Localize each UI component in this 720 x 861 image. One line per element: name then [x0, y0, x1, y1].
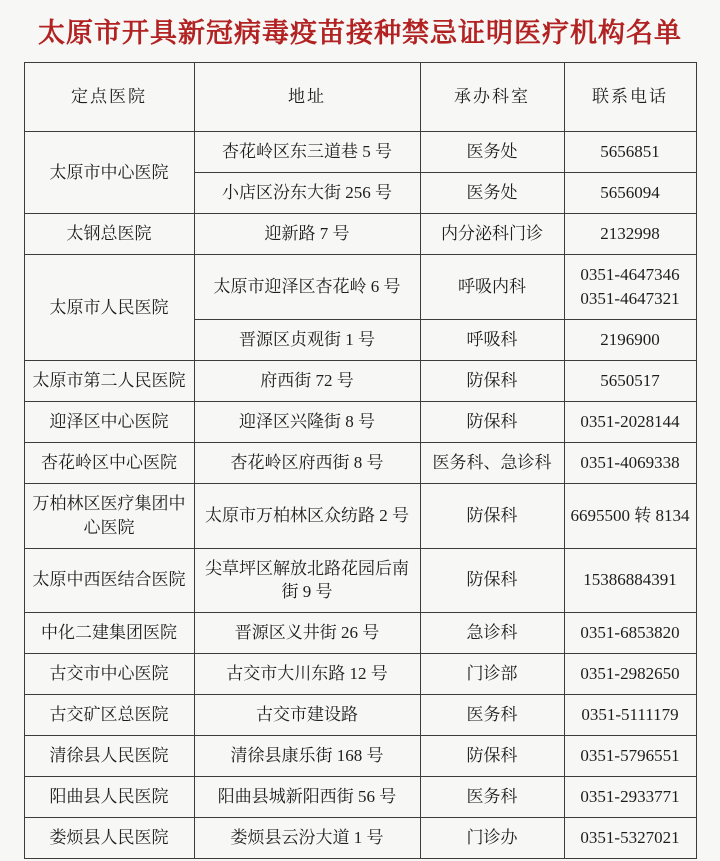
- department-cell: 内分泌科门诊: [420, 214, 564, 255]
- phone-cell: [564, 548, 696, 613]
- phone-number: 0351-6853820: [580, 623, 680, 643]
- table-row: [24, 360, 696, 401]
- phone-number: 0351-5796551: [580, 746, 680, 766]
- header-cell-hospital: 定点医院: [24, 63, 194, 132]
- department-cell: 防保科: [420, 736, 564, 777]
- hospital-cell: 太原市人民医院: [24, 255, 194, 361]
- phone-number: 5656094: [600, 183, 660, 203]
- table-row: [24, 736, 696, 777]
- hospital-cell: 娄烦县人民医院: [24, 818, 194, 859]
- department-cell: 医务科: [420, 695, 564, 736]
- department-cell: 防保科: [420, 401, 564, 442]
- phone-cell: [564, 442, 696, 483]
- phone-cell: [564, 214, 696, 255]
- address-cell: 杏花岭区东三道巷 5 号: [194, 132, 420, 173]
- phone-cell: [564, 613, 696, 654]
- phone-number: 2132998: [600, 224, 660, 244]
- department-cell: 医务科: [420, 777, 564, 818]
- hospital-cell: 太原市中心医院: [24, 132, 194, 214]
- hospital-cell: 中化二建集团医院: [24, 613, 194, 654]
- address-cell: 清徐县康乐街 168 号: [194, 736, 420, 777]
- table-header: [24, 63, 696, 132]
- hospital-cell: 太原中西医结合医院: [24, 548, 194, 613]
- table-row: [24, 777, 696, 818]
- page-title: 太原市开具新冠病毒疫苗接种禁忌证明医疗机构名单: [38, 18, 682, 48]
- address-cell: 阳曲县城新阳西街 56 号: [194, 777, 420, 818]
- address-cell: 府西街 72 号: [194, 360, 420, 401]
- phone-cell: [564, 173, 696, 214]
- address-cell: 杏花岭区府西街 8 号: [194, 442, 420, 483]
- phone-cell: [564, 654, 696, 695]
- phone-cell: [564, 695, 696, 736]
- hospital-cell: 清徐县人民医院: [24, 736, 194, 777]
- hospital-cell: 杏花岭区中心医院: [24, 442, 194, 483]
- hospital-cell: 迎泽区中心医院: [24, 401, 194, 442]
- department-cell: 防保科: [420, 548, 564, 613]
- phone-cell: [564, 360, 696, 401]
- hospital-cell: 太原市第二人民医院: [24, 360, 194, 401]
- address-cell: 小店区汾东大街 256 号: [194, 173, 420, 214]
- address-cell: 晋源区义井街 26 号: [194, 613, 420, 654]
- hospital-cell: 万柏林区医疗集团中心医院: [24, 483, 194, 548]
- address-cell: 晋源区贞观街 1 号: [194, 319, 420, 360]
- phone-number: 0351-5111179: [581, 705, 679, 725]
- department-cell: 呼吸科: [420, 319, 564, 360]
- address-cell: 太原市万柏林区众纺路 2 号: [194, 483, 420, 548]
- phone-number: 2196900: [600, 330, 660, 350]
- phone-number: 0351-2982650: [580, 664, 680, 684]
- phone-cell: [564, 818, 696, 859]
- department-cell: 呼吸内科: [420, 255, 564, 320]
- table-row: [24, 818, 696, 859]
- department-cell: 医务处: [420, 173, 564, 214]
- table-row: [24, 132, 696, 173]
- table-header-row: [24, 63, 696, 132]
- hospital-cell: 古交市中心医院: [24, 654, 194, 695]
- phone-cell: [564, 401, 696, 442]
- hospital-cell: 阳曲县人民医院: [24, 777, 194, 818]
- phone-number: 0351-2933771: [580, 787, 680, 807]
- phone-number: 0351-4647346: [580, 265, 680, 285]
- department-cell: 门诊部: [420, 654, 564, 695]
- department-cell: 急诊科: [420, 613, 564, 654]
- table-row: [24, 442, 696, 483]
- phone-cell: [564, 255, 696, 320]
- table-row: [24, 255, 696, 320]
- table-row: [24, 613, 696, 654]
- phone-number: 0351-5327021: [580, 828, 680, 848]
- department-cell: 防保科: [420, 360, 564, 401]
- table-row: [24, 548, 696, 613]
- phone-number: 6695500 转 8134: [570, 505, 690, 525]
- department-cell: 门诊办: [420, 818, 564, 859]
- table-row: [24, 654, 696, 695]
- phone-number: 0351-4647321: [580, 289, 680, 309]
- hospital-cell: 古交矿区总医院: [24, 695, 194, 736]
- phone-cell: [564, 132, 696, 173]
- table-body: [24, 132, 696, 859]
- address-cell: 古交市大川东路 12 号: [194, 654, 420, 695]
- hospital-list-table: [24, 62, 697, 859]
- phone-number: 5650517: [600, 371, 660, 391]
- header-cell-address: 地址: [194, 63, 420, 132]
- department-cell: 防保科: [420, 483, 564, 548]
- table-row: [24, 401, 696, 442]
- table-row: [24, 695, 696, 736]
- phone-cell: [564, 736, 696, 777]
- address-cell: 迎新路 7 号: [194, 214, 420, 255]
- header-cell-phone: 联系电话: [564, 63, 696, 132]
- table-row: [24, 214, 696, 255]
- department-cell: 医务科、急诊科: [420, 442, 564, 483]
- phone-cell: [564, 777, 696, 818]
- phone-number: 0351-4069338: [580, 453, 680, 473]
- hospital-cell: 太钢总医院: [24, 214, 194, 255]
- address-cell: 太原市迎泽区杏花岭 6 号: [194, 255, 420, 320]
- table-row: [24, 483, 696, 548]
- address-cell: 尖草坪区解放北路花园后南街 9 号: [194, 548, 420, 613]
- department-cell: 医务处: [420, 132, 564, 173]
- phone-number: 15386884391: [583, 570, 677, 590]
- phone-number: 0351-2028144: [580, 412, 680, 432]
- address-cell: 迎泽区兴隆街 8 号: [194, 401, 420, 442]
- address-cell: 娄烦县云汾大道 1 号: [194, 818, 420, 859]
- header-cell-department: 承办科室: [420, 63, 564, 132]
- phone-cell: [564, 483, 696, 548]
- phone-number: 5656851: [600, 142, 660, 162]
- address-cell: 古交市建设路: [194, 695, 420, 736]
- phone-cell: [564, 319, 696, 360]
